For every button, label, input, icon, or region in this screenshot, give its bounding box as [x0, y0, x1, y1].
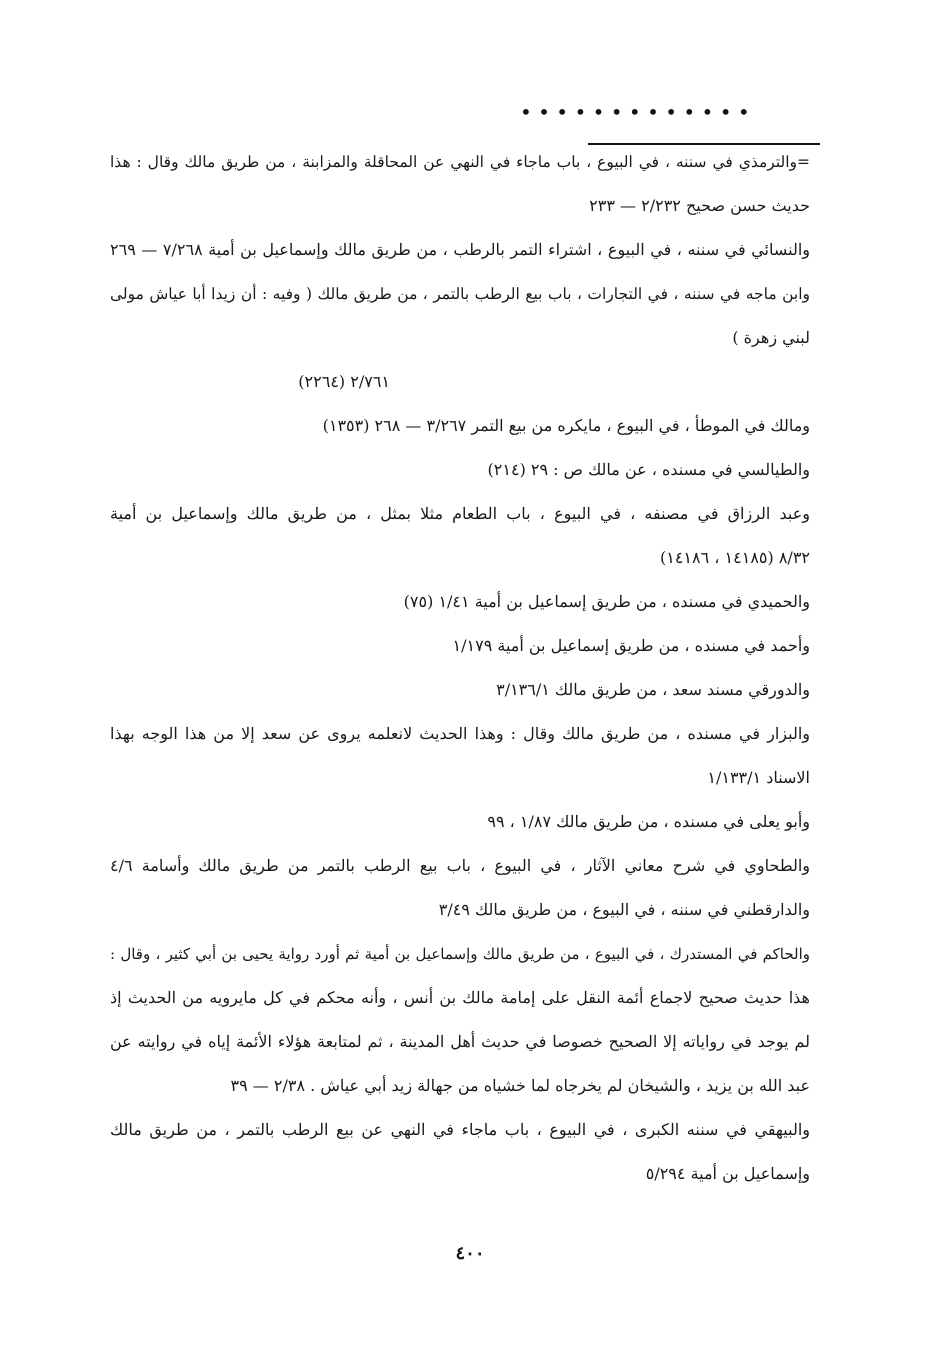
footnote-line: هذا حديث صحيح لاجماع أئمة النقل على إمامة مالك بن أنس ، وأنه محكم في كل مايرويه من الحديث إذ — [110, 988, 810, 1007]
footnote-line: والنسائي في سننه ، في البيوع ، اشتراء التمر بالرطب ، من طريق مالك وإسماعيل بن أمية ٧/٢٦٨ — ٢٦٩ — [110, 240, 811, 259]
footnote-line: والبزار في مسنده ، من طريق مالك وقال : وهذا الحديث لانعلمه يروى عن سعد إلا من هذا الوجه بهذا — [110, 724, 810, 743]
footnote-line: الاسناد ١/١٣٣/١ — [707, 768, 810, 787]
footnote-line: لبني زهرة ) — [732, 328, 810, 347]
footnote-line: وأحمد في مسنده ، من طريق إسماعيل بن أمية ١/١٧٩ — [452, 636, 810, 655]
page-number: ٤٠٠ — [455, 1243, 485, 1264]
footnote-line: =والترمذي في سننه ، في البيوع ، باب ماجاء في النهي عن المحاقلة والمزابنة ، من طريق مالك وقال : هذا — [110, 153, 810, 171]
footnote-line: وأبو يعلى في مسنده ، من طريق مالك ١/٨٧ ، ٩٩ — [487, 812, 810, 831]
ornament-dots: • • • • • • • • • • • • • — [520, 100, 750, 124]
footnote-line: ٨/٣٢ (١٤١٨٥ ، ١٤١٨٦) — [659, 548, 810, 567]
footnote-line: وعبد الرزاق في مصنفه ، في البيوع ، باب الطعام مثلا بمثل ، من طريق مالك وإسماعيل بن أمية — [110, 504, 810, 523]
footnote-line: عبد الله بن يزيد ، والشيخان لم يخرجاه لما خشياه من جهالة زيد أبي عياش . ٢/٣٨ — ٣٩ — [230, 1076, 810, 1095]
footnote-line: والدارقطني في سننه ، في البيوع ، من طريق مالك ٣/٤٩ — [438, 900, 810, 919]
footnote-line: حديث حسن صحيح ٢/٢٣٢ — ٢٣٣ — [589, 196, 810, 215]
footnote-separator-rule — [588, 143, 820, 145]
footnote-line: والطيالسي في مسنده ، عن مالك ص : ٢٩ (٢١٤) — [487, 460, 810, 479]
footnote-line: ومالك في الموطأ ، في البيوع ، مايكره من بيع التمر ٣/٢٦٧ — ٢٦٨ (١٣٥٣) — [322, 416, 810, 435]
footnote-line: ٢/٧٦١ (٢٢٦٤) — [298, 372, 390, 391]
footnote-line: والبيهقي في سننه الكبرى ، في البيوع ، باب ماجاء في النهي عن بيع الرطب بالتمر ، من طريق مالك — [110, 1120, 810, 1139]
footnote-line: والدورقي مسند سعد ، من طريق مالك ٣/١٣٦/١ — [496, 680, 810, 699]
footnote-line: والطحاوي في شرح معاني الآثار ، في البيوع ، باب بيع الرطب بالتمر من طريق مالك وأسامة ٤/٦ — [110, 856, 810, 875]
footnote-line: والحاكم في المستدرك ، في البيوع ، من طريق مالك وإسماعيل بن أمية ثم أورد رواية يحيى بن أبي كثير ، وقال : — [110, 945, 810, 963]
footnote-line: وابن ماجه في سننه ، في التجارات ، باب بيع الرطب بالتمر ، من طريق مالك ( وفيه : أن زيدا أبا عياش مولى — [110, 285, 810, 303]
footnote-line: وإسماعيل بن أمية ٥/٢٩٤ — [645, 1164, 810, 1183]
footnote-line: لم يوجد في رواياته إلا الصحيح خصوصا في حديث أهل المدينة ، ثم لمتابعة هؤلاء الأئمة إياه في روايته عن — [110, 1032, 810, 1051]
footnote-line: والحميدي في مسنده ، من طريق إسماعيل بن أمية ١/٤١ (٧٥) — [403, 592, 810, 611]
